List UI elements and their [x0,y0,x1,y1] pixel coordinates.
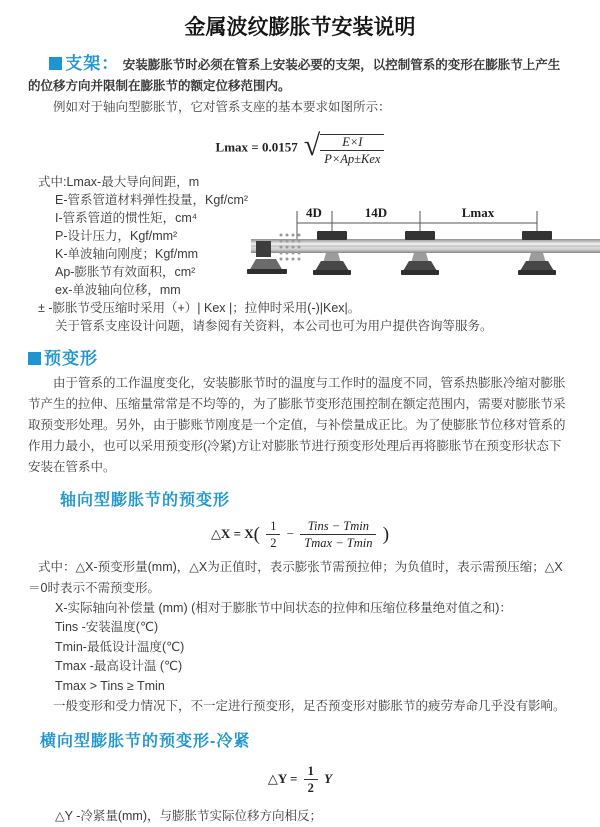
dim-label-4d: 4D [306,204,322,220]
section-bullet-icon [28,352,41,365]
lateral-half-den: 2 [307,781,314,796]
half-den: 2 [270,536,277,551]
lmax-fraction-num: E×I [320,135,384,151]
dim-label-14d: 14D [364,204,388,220]
definition-item: 关于管系支座设计问题，请参阅有关资料，本公司也可为用户提供咨询等服务。 [55,318,493,333]
definition-item: P-设计压力，Kgf/mm² [55,228,178,243]
section-bullet-icon [49,57,62,70]
note-line: Tmin-最低设计温度(℃) [55,639,185,654]
dim-label-lmax: Lmax [461,204,495,220]
lmax-fraction [320,135,384,167]
axial-subsection-title: 轴向型膨胀节的预变形 [60,491,231,509]
preform-paragraph: 由于管系的工作温度变化，安装膨胀节时的温度与工作时的温度不同，管系热膨胀冷缩对膨胀节产生的拉伸、压缩量常常是不均等的，为了膨胀节变形范围控制在额定范围内，需要对膨胀节采取预变形处理。另外，由于膨账节刚度是一个定值，与补偿量成正比。为了使膨胀节位移对管系的作用力最小，也可以采用预变形(冷紧)方让对膨胀节进行预变形处理后再将膨胀节在预变形状态下安装在管系中。 [28,375,566,474]
formula-definitions [28,173,572,335]
definition-item: E-管系管道材料弹性投量，Kgf/cm² [55,192,249,207]
definition-item: 式中:Lmax-最大导向间距，m [38,174,200,189]
close-paren: ) [382,523,390,545]
lateral-half-num: 1 [304,764,318,780]
note-line: X-实际轴向补偿量 (mm) (相对于膨胀节中间状态的拉伸和压缩位移量绝对值之和)： [55,600,512,615]
lmax-formula [28,130,572,167]
sqrt-body [320,134,384,167]
axial-formula-lhs: △X = X [210,525,254,541]
lateral-formula-rhs: Y [324,770,333,786]
note-line: Tins -安装温度(℃) [55,620,159,634]
note-line: 一般变形和受力情况下，不一定进行预变形，足否预变形对膨胀节的疲劳寿命几乎没有影响。 [53,699,566,713]
definition-item: I-管系管道的惯性矩，cm⁴ [55,210,198,225]
definition-item: Ap-膨胀节有效面积，cm² [55,264,196,279]
open-paren: ( [253,523,260,545]
page-content [0,53,600,827]
half-fraction [266,519,280,551]
lateral-half-fraction [304,764,318,796]
lateral-formula-lhs: △Y = [267,770,298,786]
note-line: 式中：△X-预变形量(mm)，△X为正值时，表示膨张节需预拉伸；为负值时，表示需预压缩；△X＝0时表示不需预变形。 [28,559,563,595]
axial-notes [28,557,572,718]
axial-formula [28,519,572,551]
page-title: 金属波纹膨胀节安装说明 [184,16,416,39]
lmax-fraction-den: P×Ap±Kex [324,152,381,167]
note-line: Tmax > Tins ≥ Tmin [55,678,165,693]
lateral-note: △Y -冷紧量(mm)，与膨胀节实际位移方向相反； [55,808,323,823]
support-example-line: 例如对于轴向型膨胀节，它对管系支座的基本要求如图所示： [53,100,391,114]
preform-section-head [28,348,572,371]
pipe-support-diagram [245,201,600,283]
note-line: Tmax -最高设计温 (℃) [55,659,183,673]
temp-fraction-den: Tmax − Tmin [304,536,373,551]
support-intro-text: 安装膨胀节时必须在管系上安装必要的支架，以控制管系的变形在膨胀节上产生的位移方向并限制在膨胀节的额定位移范围内。 [28,58,561,93]
half-num: 1 [266,519,280,535]
support-section-lead [28,53,572,97]
definition-item: ± -膨胀节受压缩时采用（+）| Kex |；拉伸时采用(-)|Kex|。 [38,300,361,315]
preform-section-title: 预变形 [44,348,98,368]
temp-fraction-num: Tins − Tmin [300,519,376,535]
lateral-formula [28,764,572,796]
temp-fraction [300,519,376,551]
definition-item: K-单波轴向刚度；Kgf/mm [55,246,199,261]
sqrt-sign: √ [303,129,321,162]
support-section-title: 支架： [65,54,120,73]
minus-operator: − [286,525,295,541]
lateral-subsection-title: 横向型膨胀节的预变形-冷紧 [40,733,251,750]
lmax-formula-lhs: Lmax = 0.0157 [215,139,298,155]
definition-item: ex-单波轴向位移，mm [55,282,181,297]
radical-group [304,130,385,167]
